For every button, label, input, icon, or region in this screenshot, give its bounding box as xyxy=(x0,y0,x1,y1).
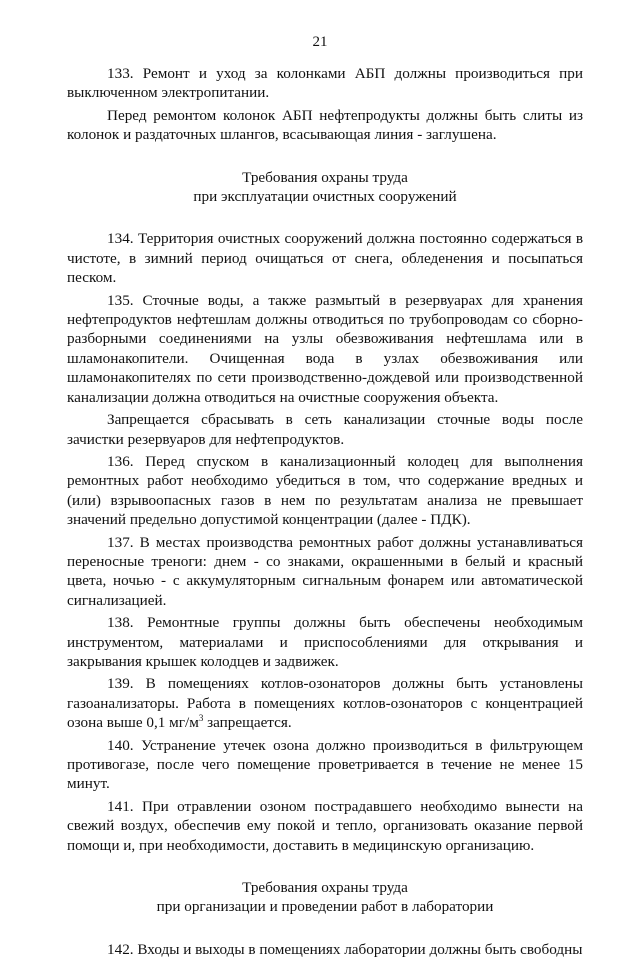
paragraph-137: 137. В местах производства ремонтных работ должны устанавливаться переносные треноги: днем - со знаками, окрашенными в белый и красный цвета, ночью - с аккумуляторным сигнальным фонарем или автоматической сигнализацией. xyxy=(67,533,583,609)
paragraph-139-end: запрещается. xyxy=(203,714,292,732)
paragraph-138: 138. Ремонтные группы должны быть обеспечены необходимым инструментом, материалами и приспособлениями для открывания и закрывания крышек колодцев и задвижек. xyxy=(67,614,583,670)
section-heading-title: Требования охраны труда xyxy=(242,168,408,186)
section-heading-title-2: Требования охраны труда xyxy=(242,879,408,897)
paragraph-135-continued: Запрещается сбрасывать в сеть канализации сточные воды после зачистки резервуаров для нефтепродуктов. xyxy=(67,411,583,448)
section-heading-subtitle-2: при организации и проведении работ в лаборатории xyxy=(156,898,494,916)
paragraph-134: 134. Территория очистных сооружений должна постоянно содержаться в чистоте, в зимний период очищаться от снега, обледенения и посыпаться песком. xyxy=(67,230,583,287)
page-number: 21 xyxy=(312,34,328,50)
paragraph-135: 135. Сточные воды, а также размытый в резервуарах для хранения нефтепродуктов нефтешлам должны отводиться по трубопроводам со сборно-разборными соединениями на узлы обезвоживания нефтешлама или в шламонакопители. Очищенная вода в узлах обезвоживания или шламонакопителях по сети производственно-дождевой или производственной канализации должна отводиться на очистные сооружения объекта. xyxy=(67,291,583,406)
document-body xyxy=(67,64,583,962)
unit-superscript: 3 xyxy=(198,713,204,724)
section-heading-subtitle: при эксплуатации очистных сооружений xyxy=(193,188,457,206)
paragraph-141: 141. При отравлении озоном пострадавшего необходимо вынести на свежий воздух, обеспечив ему покой и тепло, организовать оказание первой помощи и, при необходимости, доставить в медицинскую организацию. xyxy=(67,797,583,854)
paragraph-133-continued: Перед ремонтом колонок АБП нефтепродукты должны быть слиты из колонок и раздаточных шлангов, всасывающая линия - заглушена. xyxy=(67,106,583,144)
paragraph-142: 142. Входы и выходы в помещениях лаборатории должны быть свободны xyxy=(107,940,583,958)
paragraph-133: 133. Ремонт и уход за колонками АБП должны производиться при выключенном электропитании. xyxy=(67,65,583,102)
paragraph-139 xyxy=(67,674,583,732)
paragraph-136: 136. Перед спуском в канализационный колодец для выполнения ремонтных работ необходимо убедиться в том, что содержание вредных и (или) взрывоопасных газов в нем по результатам анализа не превышает значений предельно допустимой концентрации (далее - ПДК). xyxy=(67,452,583,529)
paragraph-139-text: 139. В помещениях котлов-озонаторов должны быть установлены газоанализаторы. Работа в помещениях котлов-озонаторов с концентрацией озона выше 0,1 мг/м xyxy=(67,675,583,732)
paragraph-140: 140. Устранение утечек озона должно производиться в фильтрующем противогазе, после чего помещение проветривается в течение не менее 15 минут. xyxy=(67,736,583,793)
